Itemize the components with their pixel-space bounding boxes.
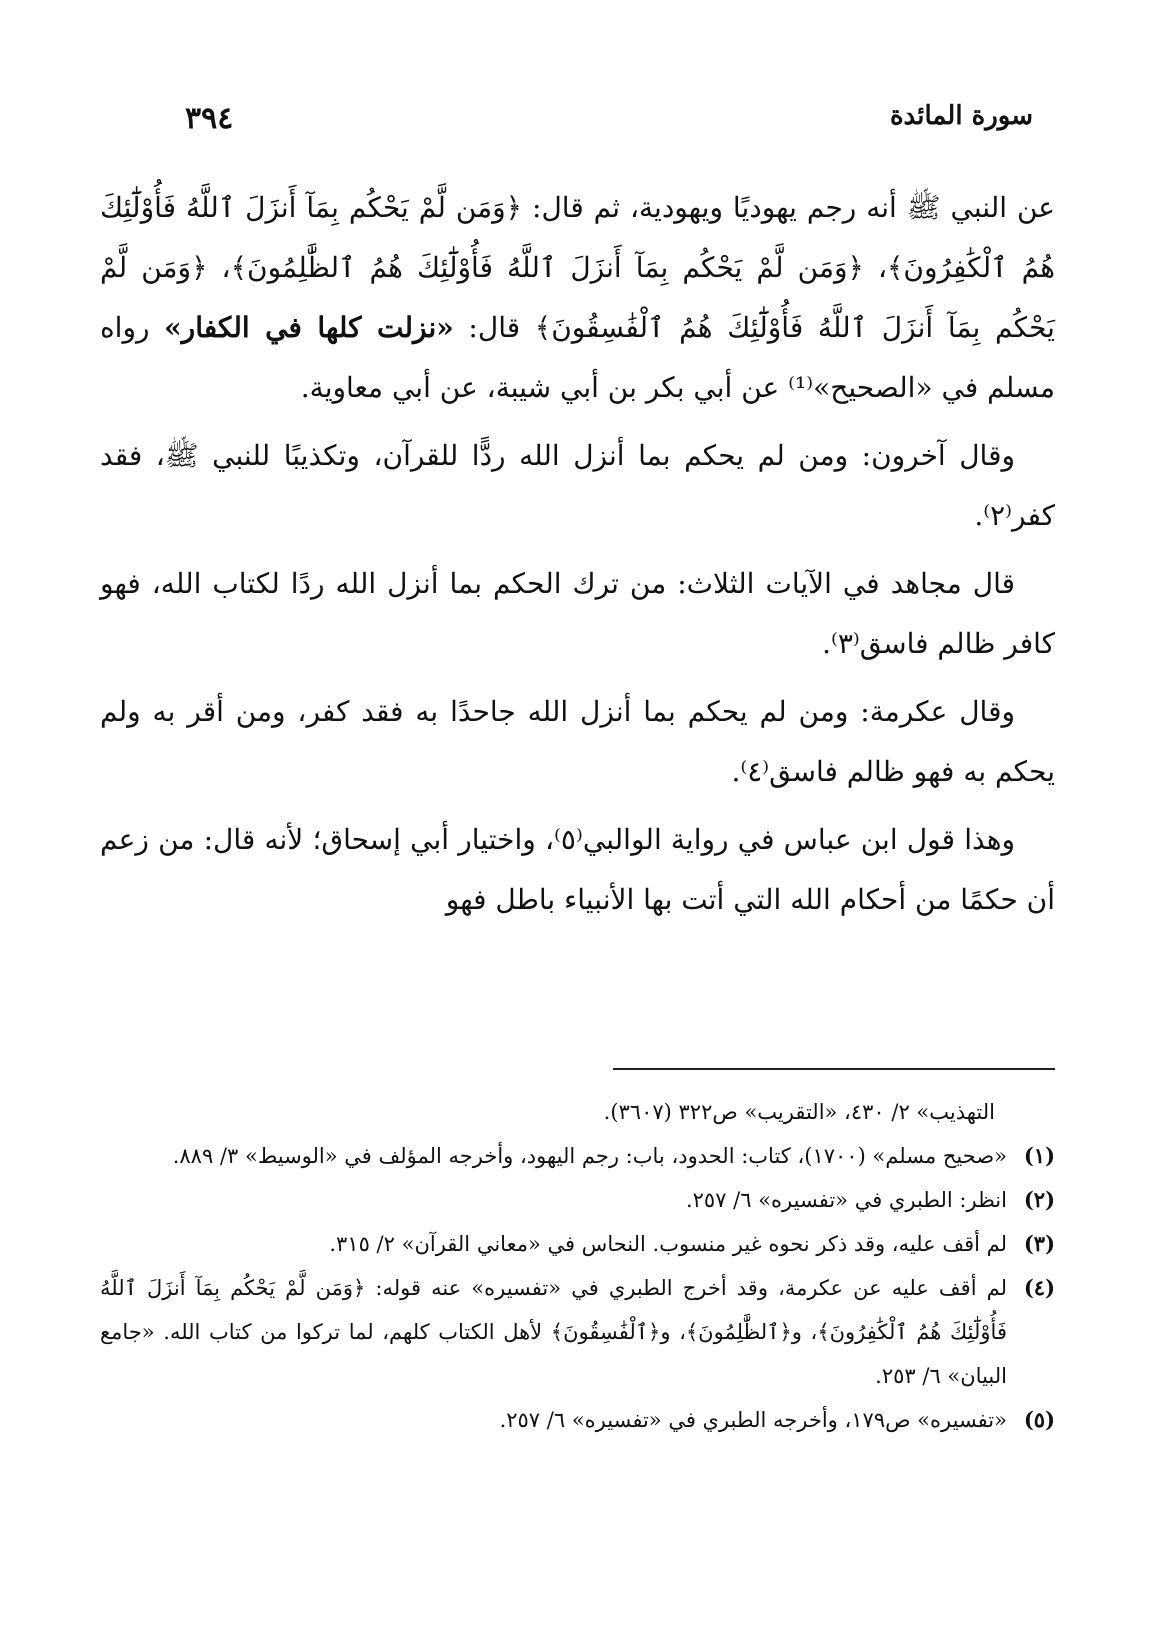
paragraph: قال مجاهد في الآيات الثلاث: من ترك الحكم بما أنزل الله ردًا لكتاب الله، فهو كافر ظالم فاسق⁽٣⁾. [100, 567, 1055, 660]
footnote [100, 1178, 1055, 1222]
footnotes [100, 1090, 1055, 1442]
page-number: ٣٩٤ [185, 101, 234, 136]
footnote-number: (٣) [1023, 1231, 1055, 1256]
footnote [100, 1222, 1055, 1266]
footnote-text: «تفسيره» ص١٧٩، وأخرجه الطبري في «تفسيره» ٦/ ٢٥٧. [499, 1408, 1007, 1432]
paragraph [100, 178, 1055, 418]
footnote-number: (٤) [1023, 1275, 1055, 1300]
surah-title: سورة المائدة [889, 101, 1033, 131]
footnote-separator [613, 1068, 1055, 1070]
paragraph-text: عن النبي ﷺ أنه رجم يهوديًا ويهودية، ثم قال: ﴿وَمَن لَّمْ يَحْكُم بِمَآ أَنزَلَ ٱللَّهُ فَأُوْلَٰٓئِكَ هُمُ ٱلْكَٰفِرُونَ﴾، ﴿وَمَن لَّمْ يَحْكُم بِمَآ أَنزَلَ ٱللَّهُ فَأُوْلَٰٓئِكَ هُمُ ٱلظَّٰلِمُونَ﴾، ﴿وَمَن لَّمْ يَحْكُم بِمَآ أَنزَلَ ٱللَّهُ فَأُوْلَٰٓئِكَ هُمُ ٱلْفَٰسِقُونَ﴾ قال: [100, 191, 1055, 344]
footnote-text: «صحيح مسلم» (١٧٠٠)، كتاب: الحدود، باب: رجم اليهود، وأخرجه المؤلف في «الوسيط» ٣/ ٨٨٩. [172, 1144, 1007, 1168]
bold-quote: «نزلت كلها في الكفار» [164, 311, 454, 344]
main-text [100, 178, 1055, 938]
footnote-number: (٥) [1023, 1407, 1055, 1432]
paragraph: وقال آخرون: ومن لم يحكم بما أنزل الله ردًّا للقرآن، وتكذيبًا للنبي ﷺ، فقد كفر⁽٢⁾. [100, 439, 1055, 532]
paragraph: وقال عكرمة: ومن لم يحكم بما أنزل الله جاحدًا به فقد كفر، ومن أقر به ولم يحكم به فهو ظالم فاسق⁽٤⁾. [100, 695, 1055, 788]
footnote-text: لم أقف عليه عن عكرمة، وقد أخرج الطبري في «تفسيره» عنه قوله: ﴿وَمَن لَّمْ يَحْكُم بِمَآ أَنزَلَ ٱللَّهُ فَأُوْلَٰٓئِكَ هُمُ ٱلْكَٰفِرُونَ﴾، و﴿ٱلظَّٰلِمُونَ﴾، و﴿ٱلْفَٰسِقُونَ﴾ لأهل الكتاب كلهم، لما تركوا من كتاب الله. «جامع البيان» ٦/ ٢٥٣. [100, 1276, 1007, 1388]
footnote [100, 1398, 1055, 1442]
footnote-text: لم أقف عليه، وقد ذكر نحوه غير منسوب. النحاس في «معاني القرآن» ٢/ ٣١٥. [329, 1232, 1007, 1256]
footnote-number: (٢) [1023, 1187, 1055, 1212]
paragraph: وهذا قول ابن عباس في رواية الوالبي⁽٥⁾، واختيار أبي إسحاق؛ لأنه قال: من زعم أن حكمًا من أحكام الله التي أتت بها الأنبياء باطل فهو [100, 823, 1055, 916]
paragraph-text: رواه مسلم في «الصحيح»⁽¹⁾ عن أبي بكر بن أبي شيبة، عن أبي معاوية. [100, 311, 1055, 404]
footnote-text: انظر: الطبري في «تفسيره» ٦/ ٢٥٧. [685, 1188, 1007, 1212]
footnote [100, 1134, 1055, 1178]
footnote-number: (١) [1023, 1143, 1055, 1168]
footnote [100, 1266, 1055, 1398]
footnote-continuation: التهذيب» ٢/ ٤٣٠، «التقريب» ص٣٢٢ (٣٦٠٧). [603, 1100, 995, 1124]
page-header [155, 95, 1033, 145]
